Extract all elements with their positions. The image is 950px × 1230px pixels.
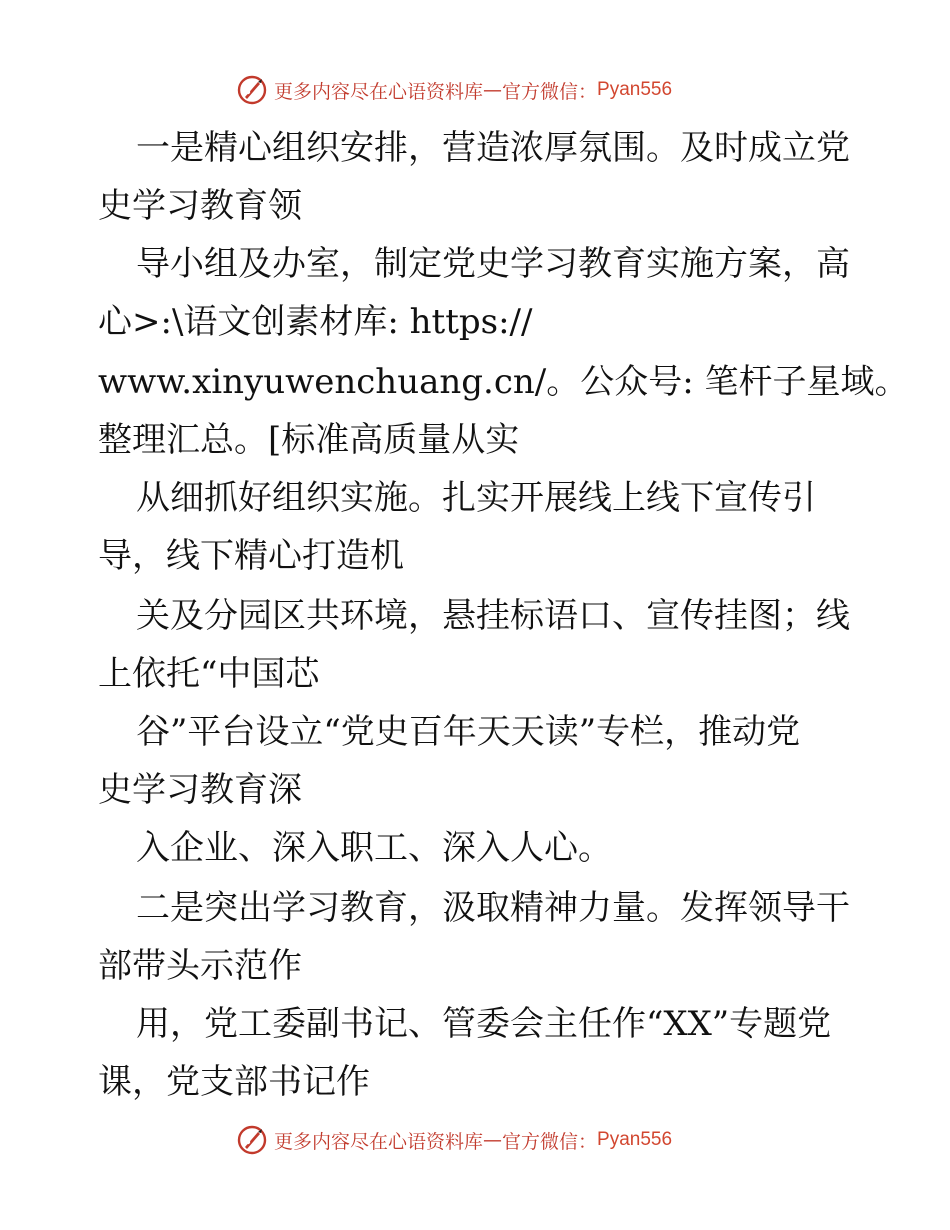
text-line: www.xinyuwenchuang.cn/。公众号: 笔杆子星域。	[98, 362, 909, 402]
text-line: 课，党支部书记作	[98, 1062, 370, 1102]
footer-banner	[0, 1120, 950, 1160]
banner-wechat-label: 官方微信：	[502, 1130, 598, 1153]
banner-wechat-id: Pyan556	[597, 79, 673, 100]
text-line: 导，线下精心打造机	[98, 536, 404, 576]
text-line: 用，党工委副书记、管委会主任作“XX”专题党	[136, 1004, 832, 1044]
text-line: 谷”平台设立“党史百年天天读”专栏，推动党	[136, 712, 801, 752]
text-line: 部带头示范作	[98, 946, 302, 986]
banner-wechat-label: 官方微信：	[502, 80, 598, 103]
banner-title: 更多内容尽在心语资料库	[274, 80, 484, 103]
banner-dash: —	[483, 1129, 503, 1151]
text-line: 史学习教育领	[98, 186, 302, 226]
banner-dash: —	[483, 79, 503, 101]
text-line: 入企业、深入职工、深入人心。	[136, 828, 612, 868]
banner-title: 更多内容尽在心语资料库	[274, 1130, 484, 1153]
text-line: 导小组及办室，制定党史学习教育实施方案，高	[136, 244, 850, 284]
text-line: 上依托“中国芯	[98, 654, 320, 694]
text-line: 关及分园区共环境，悬挂标语口、宣传挂图；线	[136, 596, 850, 636]
quill-logo-icon	[236, 1124, 268, 1156]
text-line: 二是突出学习教育，汲取精神力量。发挥领导干	[136, 888, 850, 928]
text-line: 一是精心组织安排，营造浓厚氛围。及时成立党	[136, 128, 850, 168]
banner-wechat-id: Pyan556	[597, 1129, 673, 1150]
quill-logo-icon	[236, 74, 268, 106]
text-line: 心>:\语文创素材库: https://	[98, 302, 533, 342]
header-banner	[0, 70, 950, 110]
text-line: 史学习教育深	[98, 770, 302, 810]
text-line: 整理汇总。[标准高质量从实	[98, 420, 520, 460]
text-line: 从细抓好组织实施。扎实开展线上线下宣传引	[136, 478, 816, 518]
